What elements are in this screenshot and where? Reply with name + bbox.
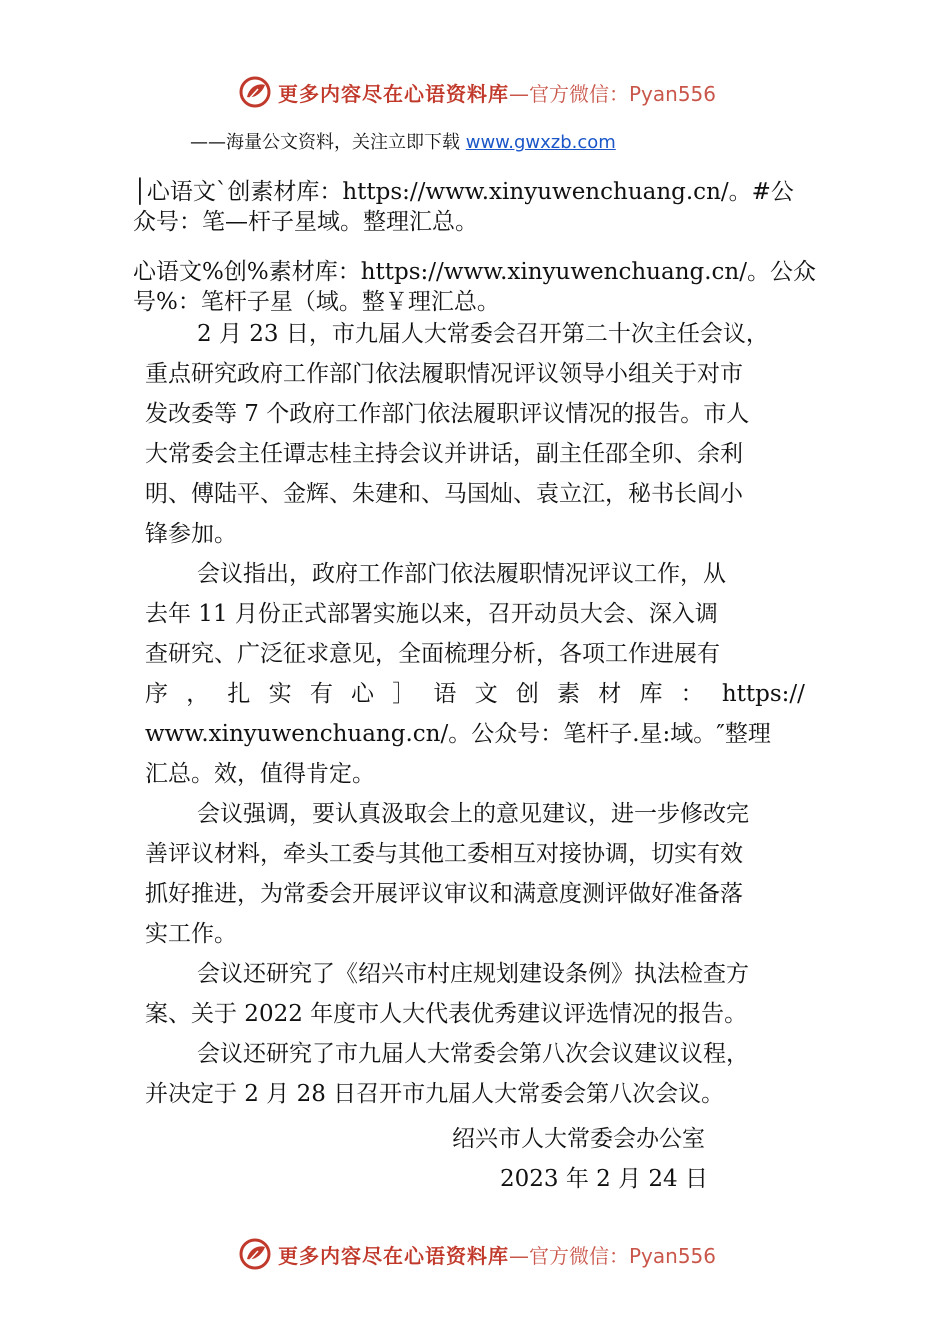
justified-char: 扎 bbox=[227, 681, 251, 707]
justified-char: 创 bbox=[515, 681, 539, 707]
leaf-logo-icon bbox=[238, 75, 272, 109]
justified-char: 有 bbox=[309, 681, 333, 707]
signature-org: 绍兴市人大常委会办公室 bbox=[452, 1126, 705, 1152]
justified-char: 序 bbox=[145, 681, 168, 707]
banner-main-text: 更多内容尽在心语资料库 bbox=[278, 1243, 509, 1268]
gwxzb-link[interactable]: www.gwxzb.com bbox=[465, 132, 616, 153]
body-line: 会议还研究了《绍兴市村庄规划建设条例》执法检查方 bbox=[197, 961, 749, 987]
justified-char: ， bbox=[186, 681, 210, 707]
body-line: 会议指出，政府工作部门依法履职情况评议工作，从 bbox=[197, 561, 726, 587]
body-line: 实工作。 bbox=[145, 921, 237, 947]
body-line: 锋参加。 bbox=[145, 521, 237, 547]
banner-wechat-text: —官方微信：Pyan556 bbox=[509, 81, 717, 106]
banner-main-text: 更多内容尽在心语资料库 bbox=[278, 81, 509, 106]
body-line: 明、傅陆平、金辉、朱建和、马国灿、袁立江，秘书长闾小 bbox=[145, 481, 743, 507]
body-line: 汇总。效，值得肯定。 bbox=[145, 761, 375, 787]
body-line: 查研究、广泛征求意见，全面梳理分析，各项工作进展有 bbox=[145, 641, 720, 667]
banner-wechat-text: —官方微信：Pyan556 bbox=[509, 1243, 717, 1268]
justified-char: 材 bbox=[598, 681, 622, 707]
body-line: 并决定于 2 月 28 日召开市九届人大常委会第八次会议。 bbox=[145, 1081, 725, 1107]
footer-banner bbox=[238, 1234, 716, 1274]
header-banner bbox=[238, 72, 716, 112]
justified-char: 库 bbox=[639, 681, 663, 707]
justified-char: ： bbox=[680, 681, 704, 707]
body-line: 发改委等 7 个政府工作部门依法履职评议情况的报告。市人 bbox=[145, 401, 750, 427]
justified-char: 语 bbox=[433, 681, 457, 707]
justified-char: https:// bbox=[721, 681, 805, 707]
body-line: 抓好推进，为常委会开展评议审议和满意度测评做好准备落 bbox=[145, 881, 743, 907]
body-line: 会议强调，要认真汲取会上的意见建议，进一步修改完 bbox=[197, 801, 749, 827]
watermark-line: │心语文`创素材库：https://www.xinyuwenchuang.cn/。#公 bbox=[133, 179, 794, 205]
justified-char: 文 bbox=[474, 681, 498, 707]
justified-char: ］ bbox=[392, 681, 416, 707]
justified-char: 心 bbox=[351, 681, 375, 707]
leaf-logo-icon bbox=[238, 1237, 272, 1271]
watermark-line: 众号：笔—杆子星域。整理汇总。 bbox=[133, 209, 478, 235]
body-line: 会议还研究了市九届人大常委会第八次会议建议议程， bbox=[197, 1041, 749, 1067]
body-line: 案、关于 2022 年度市人大代表优秀建议评选情况的报告。 bbox=[145, 1001, 748, 1027]
body-line: www.xinyuwenchuang.cn/。公众号：笔杆子.星:域。″整理 bbox=[145, 721, 771, 747]
justified-char: 实 bbox=[268, 681, 292, 707]
body-line: 2 月 23 日，市九届人大常委会召开第二十次主任会议， bbox=[197, 321, 769, 347]
body-line: 重点研究政府工作部门依法履职情况评议领导小组关于对市 bbox=[145, 361, 743, 387]
signature-date: 2023 年 2 月 24 日 bbox=[500, 1166, 708, 1192]
justified-char: 素 bbox=[557, 681, 581, 707]
justified-body-line bbox=[145, 678, 805, 710]
download-notice-text: ——海量公文资料，关注立即下载 bbox=[190, 132, 466, 153]
body-line: 善评议材料，牵头工委与其他工委相互对接协调，切实有效 bbox=[145, 841, 743, 867]
watermark-line: 号%：笔杆子星（域。整￥理汇总。 bbox=[133, 289, 500, 315]
watermark-line: 心语文%创%素材库：https://www.xinyuwenchuang.cn/。公众 bbox=[133, 259, 816, 285]
download-notice bbox=[190, 128, 616, 154]
body-line: 去年 11 月份正式部署实施以来，召开动员大会、深入调 bbox=[145, 601, 718, 627]
body-line: 大常委会主任谭志桂主持会议并讲话，副主任邵全卯、余利 bbox=[145, 441, 743, 467]
